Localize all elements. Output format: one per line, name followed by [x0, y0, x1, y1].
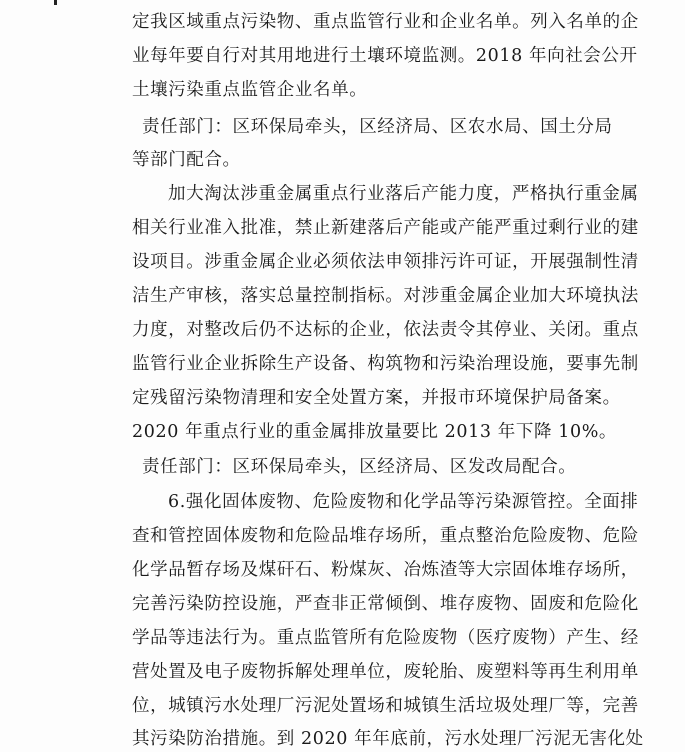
text-line: 2020 年重点行业的重金属排放量要比 2013 年下降 10%。 — [132, 422, 618, 442]
text-line: 相关行业准入批准，禁止新建落后产能或产能严重过剩行业的建 — [132, 218, 639, 238]
text-line: 位，城镇污水处理厂污泥处置场和城镇生活垃圾处理厂等，完善 — [132, 696, 639, 716]
text-line: 业每年要自行对其用地进行土壤环境监测。2018 年向社会公开 — [132, 46, 638, 66]
text-line: 设项目。涉重金属企业必须依法申领排污许可证，开展强制性清 — [132, 252, 639, 272]
text-line: 查和管控固体废物和危险品堆存场所，重点整治危险废物、危险 — [132, 526, 639, 546]
text-line: 其污染防治措施。到 2020 年年底前，污水处理厂污泥无害化处 — [132, 729, 644, 749]
text-line: 加大淘汰涉重金属重点行业落后产能力度，严格执行重金属 — [168, 184, 639, 204]
text-line: 定残留污染物清理和安全处置方案，并报市环境保护局备案。 — [132, 388, 621, 408]
text-line: 学品等违法行为。重点监管所有危险废物（医疗废物）产生、经 — [132, 628, 639, 648]
text-line: 定我区域重点污染物、重点监管行业和企业名单。列入名单的企 — [132, 12, 639, 32]
text-line: 力度，对整改后仍不达标的企业，依法责令其停业、关闭。重点 — [132, 320, 639, 340]
text-line: 等部门配合。 — [132, 150, 241, 170]
text-line: 完善污染防控设施，严查非正常倾倒、堆存废物、固废和危险化 — [132, 594, 639, 614]
text-line: 洁生产审核，落实总量控制指标。对涉重金属企业加大环境执法 — [132, 286, 639, 306]
text-line: 监管行业企业拆除生产设备、构筑物和污染治理设施，要事先制 — [132, 354, 639, 374]
text-line: 土壤污染重点监管企业名单。 — [132, 80, 368, 100]
scan-mark — [54, 0, 57, 5]
text-line: 责任部门：区环保局牵头，区经济局、区发改局配合。 — [142, 457, 577, 477]
text-line: 责任部门：区环保局牵头，区经济局、区农水局、国土分局 — [142, 117, 613, 137]
text-line: 6.强化固体废物、危险废物和化学品等污染源管控。全面排 — [168, 492, 639, 512]
text-line: 化学品暂存场及煤矸石、粉煤灰、冶炼渣等大宗固体堆存场所， — [132, 560, 639, 580]
text-line: 营处置及电子废物拆解处理单位，废轮胎、废塑料等再生利用单 — [132, 662, 639, 682]
